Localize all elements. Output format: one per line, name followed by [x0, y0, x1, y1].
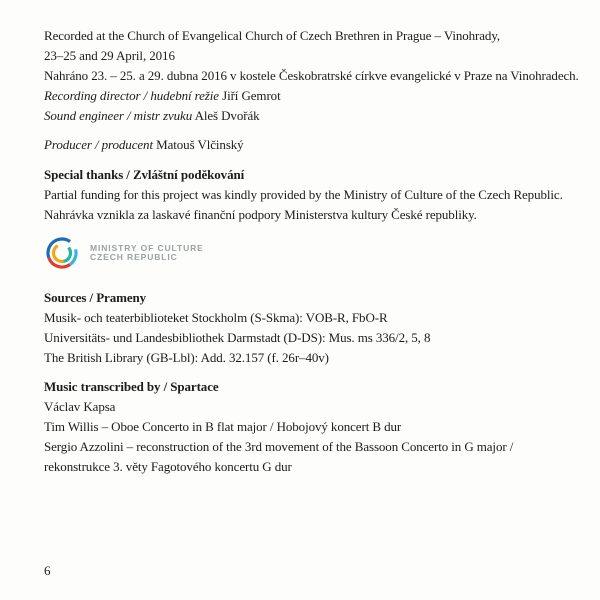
recording-location-cs: Nahráno 23. – 25. a 29. dubna 2016 v kostele Českobratrské církve evangelické v Praze na Vinohradech.: [44, 68, 579, 83]
logo-label-line1: MINISTRY OF CULTURE: [90, 242, 204, 253]
credit-producer: [44, 135, 564, 155]
credit-name: Matouš Vlčinský: [156, 137, 244, 152]
ministry-of-culture-logo-label: [90, 244, 204, 263]
transcription-heading: Music transcribed by / Spartace: [44, 379, 219, 394]
transcriber-willis: Tim Willis – Oboe Concerto in B flat major / Hobojový koncert B dur: [44, 419, 402, 434]
special-thanks-heading: Special thanks / Zvláštní poděkování: [44, 167, 245, 182]
ministry-of-culture-logo-icon: [44, 235, 80, 271]
credit-sound-engineer: [44, 106, 564, 126]
recording-date-en: 23–25 and 29 April, 2016: [44, 48, 175, 63]
credit-role: Sound engineer / mistr zvuku: [44, 108, 193, 123]
ministry-of-culture-logo: [44, 234, 564, 272]
source-item-darmstadt: Universitäts- und Landesbibliothek Darmstadt (D-DS): Mus. ms 336/2, 5, 8: [44, 330, 431, 345]
source-item-british-library: The British Library (GB-Lbl): Add. 32.157 (f. 26r–40v): [44, 350, 329, 365]
credit-role: Recording director / hudební režie: [44, 88, 219, 103]
recording-location-en-line1: Recorded at the Church of Evangelical Church of Czech Brethren in Prague – Vinohrady,: [44, 28, 501, 43]
source-item-stockholm: Musik- och teaterbiblioteket Stockholm (S-Skma): VOB-R, FbO-R: [44, 310, 388, 325]
sources-section: [44, 288, 564, 368]
transcription-section: [44, 377, 564, 477]
transcriber-azzolini-line1: Sergio Azzolini – reconstruction of the 3rd movement of the Bassoon Concerto in G major /: [44, 439, 514, 454]
recording-info-section: [44, 26, 579, 126]
credit-name: Jiří Gemrot: [222, 88, 281, 103]
transcriber-kapsa: Václav Kapsa: [44, 399, 116, 414]
logo-label-line2: CZECH REPUBLIC: [90, 252, 178, 262]
producer-section: [44, 135, 564, 155]
special-thanks-cs: Nahrávka vznikla za laskavé finanční podpory Ministerstva kultury České republiky.: [44, 207, 477, 222]
credit-role: Producer / producent: [44, 137, 153, 152]
sources-heading: Sources / Prameny: [44, 290, 147, 305]
credit-name: Aleš Dvořák: [194, 108, 260, 123]
special-thanks-en: Partial funding for this project was kindly provided by the Ministry of Culture of the Czech Republic.: [44, 187, 563, 202]
transcriber-azzolini-line2: rekonstrukce 3. věty Fagotového koncertu G dur: [44, 459, 292, 474]
special-thanks-section: [44, 165, 564, 225]
page-number: 6: [44, 563, 51, 578]
credit-recording-director: [44, 86, 564, 106]
